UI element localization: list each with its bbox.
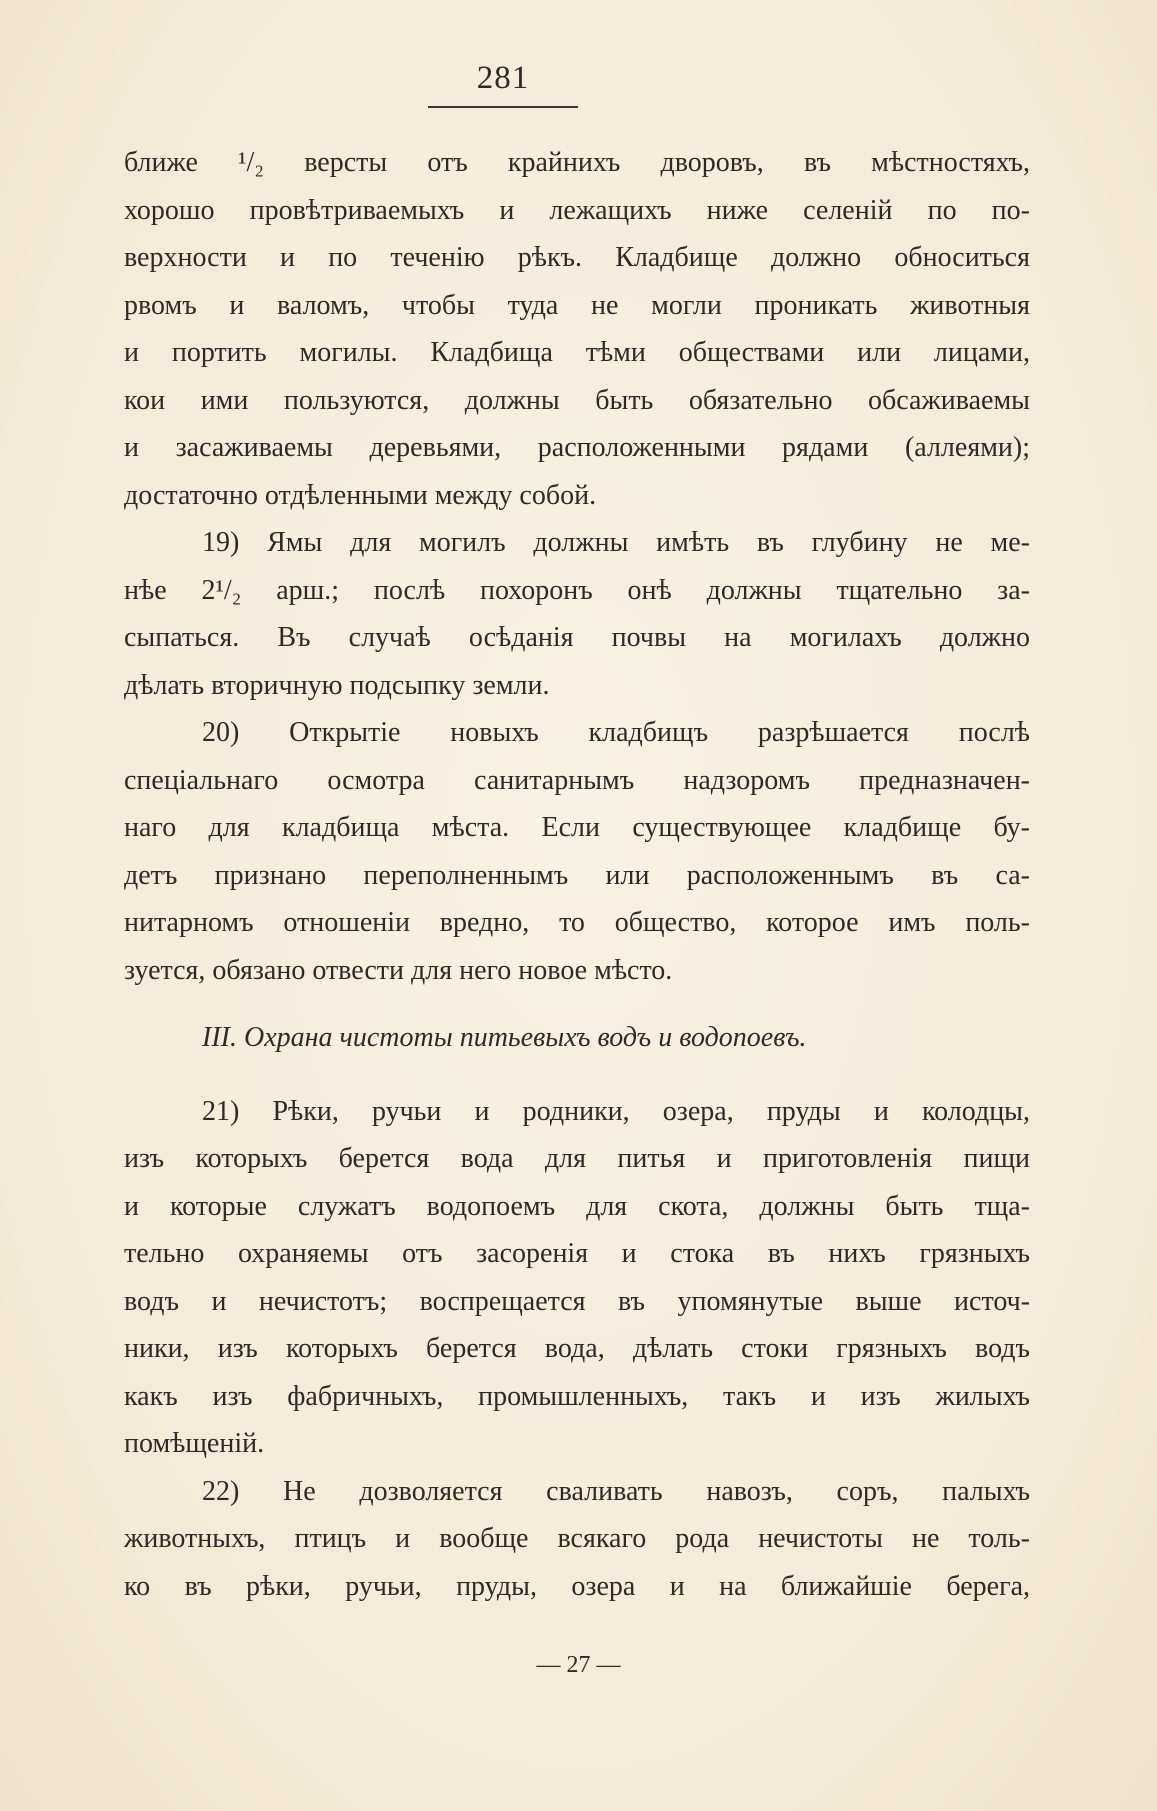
text-line: спеціальнаго осмотра санитарнымъ надзоромъ предназначен- [124, 764, 1030, 796]
text-line: и засаживаемы деревьями, расположенными рядами (аллеями); [124, 432, 1030, 463]
text-line: верхности и по теченію рѣкъ. Кладбище должно обноситься [124, 242, 1030, 273]
text-line: дѣлать вторичную подсыпку земли. [124, 669, 550, 701]
text-line: рвомъ и валомъ, чтобы туда не могли проникать животныя [124, 289, 1030, 321]
text-line: ники, изъ которыхъ берется вода, дѣлать стоки грязныхъ водъ [124, 1333, 1030, 1364]
text-line: и которые служатъ водопоемъ для скота, должны быть тща- [124, 1190, 1030, 1222]
page-number-rule [428, 106, 578, 108]
text-line: зуется, обязано отвести для него новое мѣсто. [124, 954, 673, 986]
section-heading: III. Охрана чистоты питьевыхъ водъ и водопоевъ. [202, 1022, 807, 1053]
text-line: 22) Не дозволяется сваливать навозъ, соръ, палыхъ [202, 1475, 1030, 1507]
paragraph-21 [124, 1088, 1030, 1468]
text-line: ко въ рѣки, ручьи, пруды, озера и на ближайшіе берега, [124, 1570, 1030, 1602]
text-line: сыпаться. Въ случаѣ осѣданія почвы на могилахъ должно [124, 622, 1030, 653]
text-line: хорошо провѣтриваемыхъ и лежащихъ ниже селеній по по- [124, 194, 1030, 226]
text-line: ближе ¹/₂ версты отъ крайнихъ дворовъ, въ мѣстностяхъ, [124, 147, 1030, 178]
text-line: 21) Рѣки, ручьи и родники, озера, пруды и колодцы, [202, 1095, 1030, 1127]
paragraph-20 [124, 709, 1030, 994]
text-line: 20) Открытіе новыхъ кладбищъ разрѣшается послѣ [202, 717, 1030, 748]
text-line: детъ признано переполненнымъ или расположеннымъ въ са- [124, 859, 1030, 891]
text-line: изъ которыхъ берется вода для питья и приготовленія пищи [124, 1143, 1030, 1174]
text-line: 19) Ямы для могилъ должны имѣть въ глубину не ме- [202, 527, 1030, 558]
text-line: нитарномъ отношеніи вредно, то общество, которое имъ поль- [124, 907, 1030, 938]
text-line: наго для кладбища мѣста. Если существующее кладбище бу- [124, 812, 1030, 843]
paragraph-19 [124, 519, 1030, 709]
page-number: 281 [476, 60, 530, 96]
text-line: кои ими пользуются, должны быть обязательно обсаживаемы [124, 384, 1030, 416]
text-line: животныхъ, птицъ и вообще всякаго рода нечистоты не толь- [124, 1523, 1030, 1554]
text-line: и портить могилы. Кладбища тѣми обществами или лицами, [124, 337, 1030, 368]
text-line: нѣе 2¹/₂ арш.; послѣ похоронъ онѣ должны тщательно за- [124, 574, 1030, 606]
text-line: помѣщеній. [124, 1428, 265, 1459]
footer-page-number: — 27 — [536, 1652, 621, 1678]
paragraph-22 [124, 1468, 1030, 1611]
text-line: водъ и нечистотъ; воспрещается въ упомянутые выше источ- [124, 1285, 1030, 1317]
paragraph-intro [124, 139, 1030, 519]
text-line: какъ изъ фабричныхъ, промышленныхъ, такъ и изъ жилыхъ [124, 1380, 1030, 1412]
text-line: достаточно отдѣленными между собой. [124, 479, 597, 511]
body-text [124, 139, 1030, 1610]
text-line: тельно охраняемы отъ засоренія и стока въ нихъ грязныхъ [124, 1238, 1030, 1269]
